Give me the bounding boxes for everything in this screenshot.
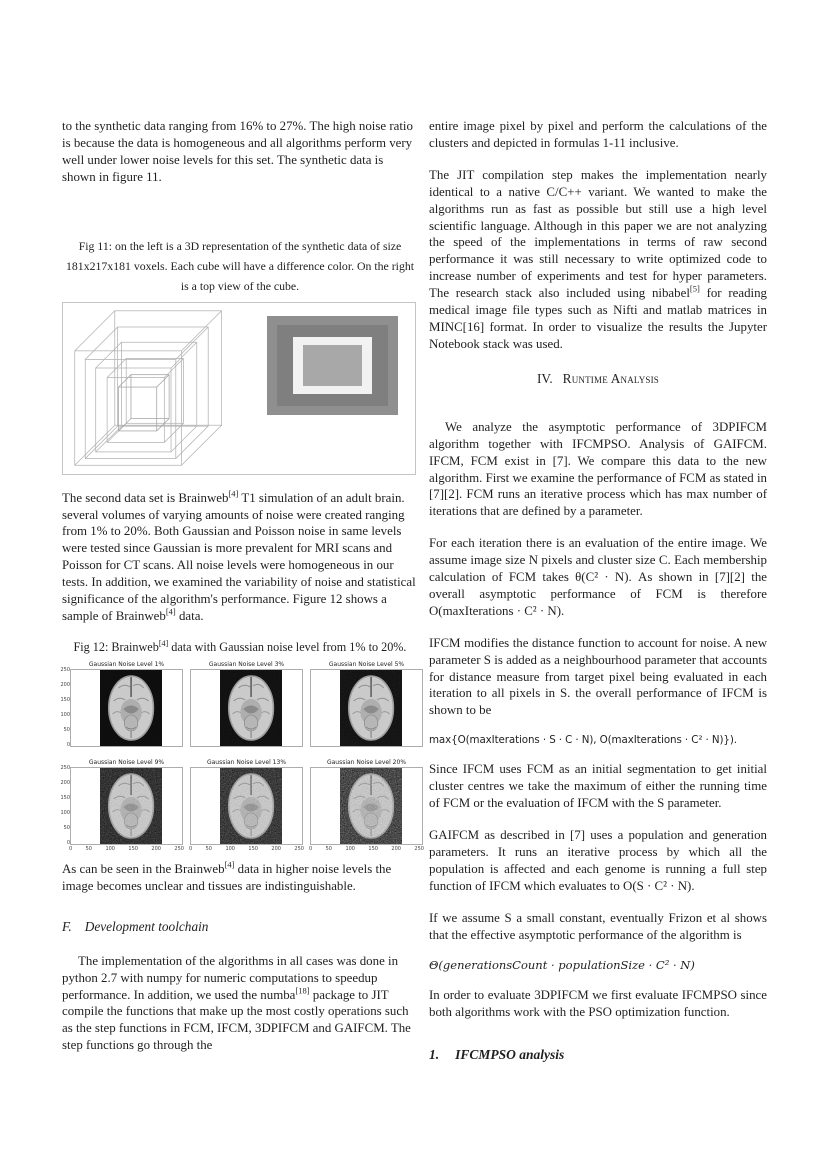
subsection-heading-f xyxy=(62,919,418,935)
subsection-number: 1. xyxy=(429,1047,440,1063)
paragraph: entire image pixel by pixel and perform the calculations of the clusters and depicted in formulas 1-11 inclusive. xyxy=(429,119,767,150)
subplot-axes xyxy=(309,767,424,852)
wireframe-cubes-graphic xyxy=(69,305,274,472)
formula-gaifcm-complexity: Θ(generationsCount · populationSize · C² · N) xyxy=(429,958,695,973)
paragraph: As can be seen in the Brainweb[4] data in higher noise levels the image becomes unclear and tissues are indistinguishable. xyxy=(62,859,392,893)
paragraph: IFCM modifies the distance function to account for noise. A new parameter S is added as a neighbourhood parameter that accounts for distance measure from target pixel being evaluated in each iteration to all pixels in S. the overall performance of IFCM is shown to be xyxy=(429,635,767,718)
subplot-axes xyxy=(60,666,183,748)
brain-scan-image xyxy=(100,768,162,844)
paragraph: In order to evaluate 3DPIFCM we first evaluate IFCMPSO since both algorithms work with the PSO optimization function. xyxy=(429,988,767,1020)
subplot-title: Gaussian Noise Level 3% xyxy=(208,660,285,668)
subplot-title: Gaussian Noise Level 1% xyxy=(88,660,165,668)
paragraph: Since IFCM uses FCM as an initial segmentation to get initial cluster centres we take the maximum of either the running time of FCM or the evaluation of IFCM with the S parameter. xyxy=(429,762,767,811)
fig12-subplot xyxy=(60,660,183,748)
section-heading-iv xyxy=(429,371,767,387)
x-axis-ticks: 0 50 100 150 200 250 xyxy=(309,845,424,852)
fig12-subplot xyxy=(60,758,184,852)
figure-11 xyxy=(62,302,416,475)
subsection-number: F. xyxy=(62,918,72,934)
subplot-axes xyxy=(60,764,184,852)
subsection-title: IFCMPSO analysis xyxy=(455,1047,565,1063)
paragraph: The second data set is Brainweb[4] T1 simulation of an adult brain. several volumes of varying amounts of noise were created ranging from 1% to 20%. Both Gaussian and Poisson noise in same levels were tested since Gaussian is more prevalent for MRI scans and Poisson for CT scans. All noise levels were homogeneous in our tests. In addition, we examined the variability of noise and statistical significance of the algorithm's performance. Figure 12 shows a sample of Brainweb[4] data. xyxy=(62,488,416,623)
brain-scan-image xyxy=(220,768,282,844)
fig12-subplot xyxy=(309,758,424,852)
fig12-subplot xyxy=(310,661,423,747)
paragraph: to the synthetic data ranging from 16% to 27%. The high noise ratio is because the data is homogeneous and all algorithms perform very well under lower noise levels for this set. The synthetic data is shown in figure 11. xyxy=(62,119,413,184)
subplot-axes xyxy=(310,669,423,747)
section-number: IV. xyxy=(537,370,553,386)
brain-scan-image xyxy=(100,670,162,746)
subplot-title: Gaussian Noise Level 13% xyxy=(206,758,287,766)
x-axis-ticks: 0 50 100 150 200 250 xyxy=(69,845,184,852)
right-column xyxy=(429,118,767,1063)
brain-scan-image xyxy=(220,670,282,746)
subplot-axes xyxy=(189,767,304,852)
subplot-title: Gaussian Noise Level 9% xyxy=(88,758,165,766)
brain-scan-image xyxy=(340,768,402,844)
paragraph: If we assume S a small constant, eventually Frizon et al shows that the effective asymptotic performance of the algorithm is xyxy=(429,910,767,942)
figure-12-grid xyxy=(60,660,424,852)
x-axis-ticks: 0 50 100 150 200 250 xyxy=(189,845,304,852)
y-axis-ticks: 250 200 150 100 50 0 xyxy=(60,764,70,846)
figure-11-caption: Fig 11: on the left is a 3D representation of the synthetic data of size 181x217x181 voxels. Each cube will have a difference color. On the right is a top view of the cube. xyxy=(66,238,415,293)
paragraph: The JIT compilation step makes the implementation nearly identical to a native C/C++ variant. We wanted to make the algorithms run as fast as possible but still use a high level scientific language. Although in this paper we are not analyzing the speed of the implementations in terms of raw second performance it was still necessary to write optimized code to increase number of experiments and test for hyper parameters. The research stack also included using nibabel[5] for reading medical image file types such as Nifti and matlab matrices in MINC[16] format. In order to visualize the results the Jupyter Notebook stack was used. xyxy=(429,167,767,351)
paragraph: GAIFCM as described in [7] uses a population and generation parameters. It runs an iterative process by which all the population is affected and each genome is running a full step function of IFCM which evaluates to O(S · C² · N). xyxy=(429,828,767,893)
formula-ifcm-complexity: max{O(maxIterations · S · C · N), O(maxIterations · C² · N)}). xyxy=(429,734,737,747)
subplot-axes xyxy=(190,669,303,747)
subsection-heading-1 xyxy=(429,1047,767,1063)
fig12-subplot xyxy=(190,661,303,747)
subplot-title: Gaussian Noise Level 20% xyxy=(326,758,407,766)
paragraph: The implementation of the algorithms in all cases was done in python 2.7 with numpy for numeric computations to speedup performance. In addition, we used the numba[18] package to JIT compile the functions that make up the most costly operations such as the step functions in FCM, IFCM, 3DPIFCM and GAIFCM. The step functions go through the xyxy=(62,953,411,1053)
paragraph: We analyze the asymptotic performance of 3DPIFCM algorithm together with IFCMPSO. Analysis of GAIFCM. IFCM, FCM exist in [7]. We compare this data to the new algorithm. First we examine the performance of FCM as stated in [7][2]. FCM runs an iterative process which has max number of iterations that are defined by a parameter. xyxy=(429,419,767,519)
y-axis-ticks: 250 200 150 100 50 0 xyxy=(60,666,70,748)
cube-topview-graphic xyxy=(267,316,398,415)
figure-12-caption: Fig 12: Brainweb[4] data with Gaussian noise level from 1% to 20%. xyxy=(73,638,407,654)
paragraph: For each iteration there is an evaluation of the entire image. We assume image size N pixels and cluster size C. Each membership calculation of FCM takes θ(C² · N). As shown in [7][2] the overall asymptotic performance of FCM is therefore O(maxIterations · C² · N). xyxy=(429,536,767,618)
fig12-subplot xyxy=(189,758,304,852)
brain-scan-image xyxy=(340,670,402,746)
cube-2 xyxy=(85,327,208,459)
section-title: Runtime Analysis xyxy=(562,370,659,386)
subplot-title: Gaussian Noise Level 5% xyxy=(328,660,405,668)
left-column xyxy=(60,118,424,1069)
subsection-title: Development toolchain xyxy=(84,918,209,934)
